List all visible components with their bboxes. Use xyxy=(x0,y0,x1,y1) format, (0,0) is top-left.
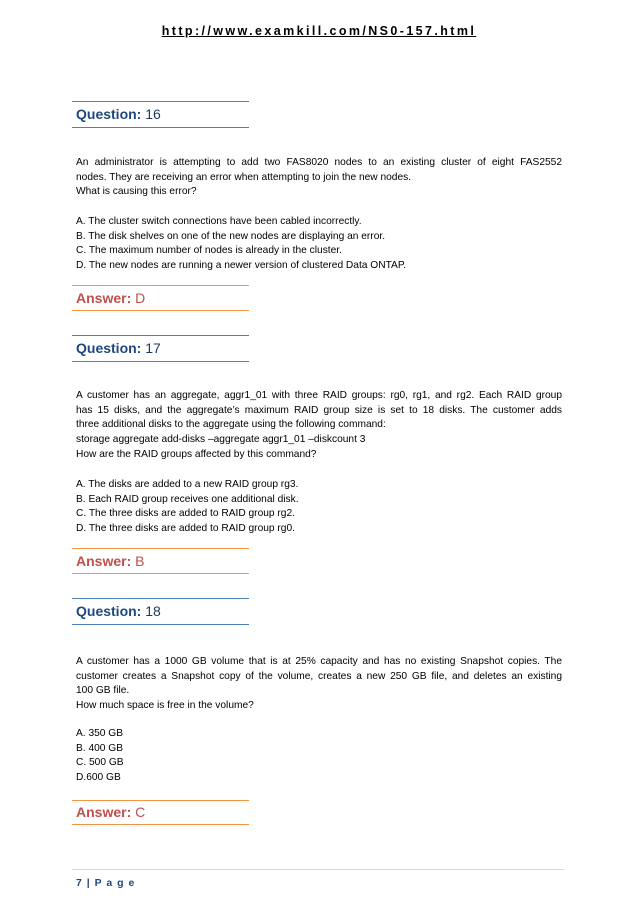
option-c: C. The maximum number of nodes is already in the cluster. xyxy=(76,245,342,257)
stem-line: nodes. They are receiving an error when attempting to join the new nodes. xyxy=(76,171,412,183)
question-rule-bottom xyxy=(72,127,249,128)
question-options xyxy=(76,727,562,786)
question-rule-bottom xyxy=(72,361,249,362)
question-stem xyxy=(76,389,562,463)
question-label xyxy=(76,340,161,356)
stem-line: three additional disks to the aggregate using the following command: xyxy=(76,419,386,431)
question-word: Question: xyxy=(76,603,142,619)
answer-rule-bottom xyxy=(72,310,249,311)
page-number: 7 xyxy=(76,877,83,889)
answer-label xyxy=(76,553,144,569)
stem-line: has 15 disks, and the aggregate’s maximum RAID group size is set to 18 disks. The customer adds xyxy=(76,404,562,416)
stem-line: How are the RAID groups affected by this command? xyxy=(76,448,317,460)
question-number: 18 xyxy=(145,603,161,619)
question-word: Question: xyxy=(76,106,142,122)
question-stem xyxy=(76,655,562,714)
option-c: C. 500 GB xyxy=(76,757,124,769)
answer-value: D xyxy=(135,290,146,306)
answer-value: B xyxy=(135,553,145,569)
stem-line: What is causing this error? xyxy=(76,186,197,198)
answer-label xyxy=(76,804,145,820)
question-word: Question: xyxy=(76,340,142,356)
option-b: B. 400 GB xyxy=(76,742,124,754)
question-rule-top xyxy=(72,598,249,599)
answer-word: Answer: xyxy=(76,553,132,569)
footer-divider xyxy=(72,869,564,870)
option-a: A. 350 GB xyxy=(76,728,124,739)
page-header-url: http://www.examkill.com/NS0-157.html xyxy=(161,24,477,38)
answer-word: Answer: xyxy=(76,290,132,306)
option-d: D. The three disks are added to RAID group rg0. xyxy=(76,523,295,535)
answer-rule-bottom xyxy=(72,573,249,574)
page-separator: | xyxy=(86,877,91,889)
question-options xyxy=(76,478,562,537)
question-number: 16 xyxy=(145,106,161,122)
answer-rule-top xyxy=(72,285,249,286)
answer-value: C xyxy=(135,804,146,820)
stem-line: How much space is free in the volume? xyxy=(76,700,254,712)
answer-rule-bottom xyxy=(72,824,249,825)
question-rule-top xyxy=(72,335,249,336)
page-footer xyxy=(76,877,135,889)
answer-label xyxy=(76,290,145,306)
option-a: A. The disks are added to a new RAID group rg3. xyxy=(76,479,299,490)
option-d: D. The new nodes are running a newer version of clustered Data ONTAP. xyxy=(76,260,407,272)
answer-word: Answer: xyxy=(76,804,132,820)
stem-line: storage aggregate add-disks –aggregate aggr1_01 –diskcount 3 xyxy=(76,434,366,446)
question-label xyxy=(76,106,161,122)
option-a: A. The cluster switch connections have been cabled incorrectly. xyxy=(76,216,362,227)
question-rule-top xyxy=(72,101,249,102)
question-options xyxy=(76,215,562,274)
option-d: D.600 GB xyxy=(76,772,121,784)
option-b: B. The disk shelves on one of the new nodes are displaying an error. xyxy=(76,230,386,242)
option-b: B. Each RAID group receives one additional disk. xyxy=(76,493,299,505)
question-label xyxy=(76,603,161,619)
stem-line: A customer has a 1000 GB volume that is at 25% capacity and has no existing Snapshot copies. The xyxy=(76,656,562,667)
stem-line: An administrator is attempting to add two FAS8020 nodes to an existing cluster of eight FAS2552 xyxy=(76,157,562,168)
stem-line: 100 GB file. xyxy=(76,685,130,697)
page-word: P a g e xyxy=(94,877,136,889)
question-number: 17 xyxy=(145,340,161,356)
answer-rule-top xyxy=(72,548,249,549)
question-rule-bottom xyxy=(72,624,249,625)
option-c: C. The three disks are added to RAID group rg2. xyxy=(76,508,295,520)
answer-rule-top xyxy=(72,800,249,801)
stem-line: customer creates a Snapshot copy of the volume, creates a new 250 GB file, and deletes an existing xyxy=(76,670,562,682)
stem-line: A customer has an aggregate, aggr1_01 with three RAID groups: rg0, rg1, and rg2. Each RAID group xyxy=(76,390,562,401)
question-stem xyxy=(76,156,562,200)
